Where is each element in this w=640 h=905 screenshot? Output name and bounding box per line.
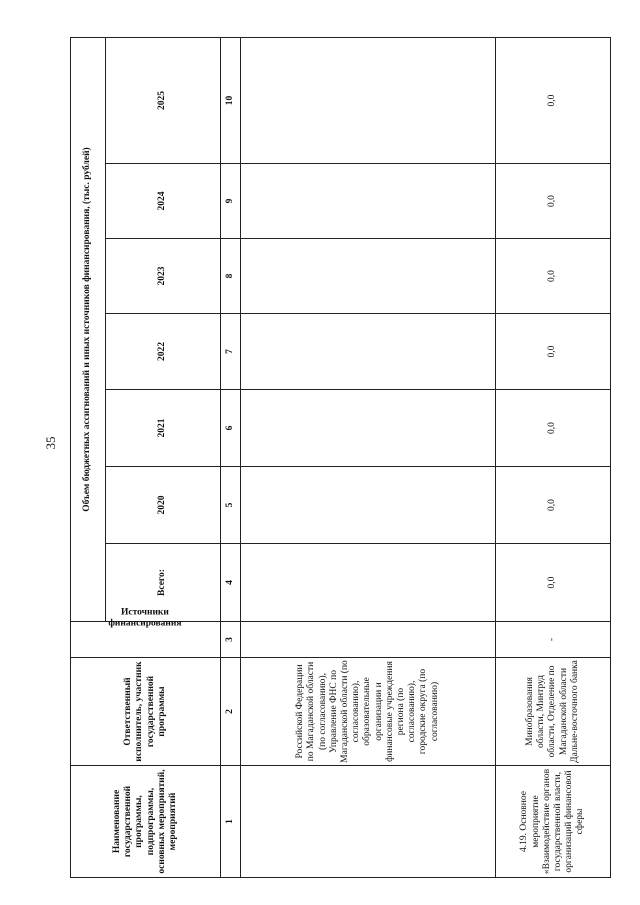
header-year-2022: 2022 — [106, 314, 221, 390]
column-number-6: 6 — [221, 390, 241, 467]
column-number-10: 10 — [221, 38, 241, 164]
row-value-2024: 0,0 — [496, 164, 611, 239]
row-value-2021: 0,0 — [496, 390, 611, 467]
financing-table — [70, 37, 611, 878]
column-number-4: 4 — [221, 544, 241, 622]
row-value-2023 — [241, 239, 496, 314]
header-year-2021: 2021 — [106, 390, 221, 467]
row-total — [241, 544, 496, 622]
table-row — [496, 38, 611, 878]
header-financing-volume: Объем бюджетных ассигнований и иных источников финансирования, (тыс. рублей) — [71, 38, 106, 622]
table-row — [241, 38, 496, 878]
financing-table-container — [70, 38, 610, 878]
row-value-2023: 0,0 — [496, 239, 611, 314]
row-executor: Минобразования области, Минтруд области, Отделение по Магаданской области Дальне-восточного банка — [496, 658, 611, 766]
header-program-name: Наименование государственной программы, подпрограммы, основных мероприятий, мероприятий — [71, 766, 221, 878]
header-source-line2: финансирования — [108, 618, 182, 629]
row-source: - — [496, 622, 611, 658]
header-year-2024: 2024 — [106, 164, 221, 239]
row-value-2021 — [241, 390, 496, 467]
row-source — [241, 622, 496, 658]
header-source — [71, 607, 221, 658]
row-value-2022 — [241, 314, 496, 390]
header-source-label — [109, 607, 182, 629]
header-year-2025: 2025 — [106, 38, 221, 164]
row-value-2025 — [241, 38, 496, 164]
page-number: 35 — [43, 436, 58, 450]
header-total: Всего: — [106, 544, 221, 622]
rotated-table-viewport — [70, 38, 610, 878]
column-number-9: 9 — [221, 164, 241, 239]
row-value-2022: 0,0 — [496, 314, 611, 390]
column-number-5: 5 — [221, 467, 241, 544]
header-executor: Ответственный исполнитель, участник государственной программы — [71, 658, 221, 766]
row-value-2020 — [241, 467, 496, 544]
row-value-2024 — [241, 164, 496, 239]
row-value-2020: 0,0 — [496, 467, 611, 544]
row-value-2025: 0,0 — [496, 38, 611, 164]
header-year-2023: 2023 — [106, 239, 221, 314]
column-number-3: 3 — [221, 622, 241, 658]
row-total: 0,0 — [496, 544, 611, 622]
row-program-name: 4.19. Основное мероприятие «Взаимодействие органов государственной власти, организаций финансовой сферы — [496, 766, 611, 878]
header-year-2020: 2020 — [106, 467, 221, 544]
column-number-1: 1 — [221, 766, 241, 878]
column-number-7: 7 — [221, 314, 241, 390]
header-source-line1: Источники — [121, 607, 170, 618]
column-number-2: 2 — [221, 658, 241, 766]
column-number-8: 8 — [221, 239, 241, 314]
row-program-name — [241, 766, 496, 878]
row-executor: Российской Федерации по Магаданской области (по согласованию), Управление ФНС по Магаданской области (по согласованию), образовательные организации и финансовые учреждения региона (по согласованию), городские округа (по согласованию) — [241, 658, 496, 766]
